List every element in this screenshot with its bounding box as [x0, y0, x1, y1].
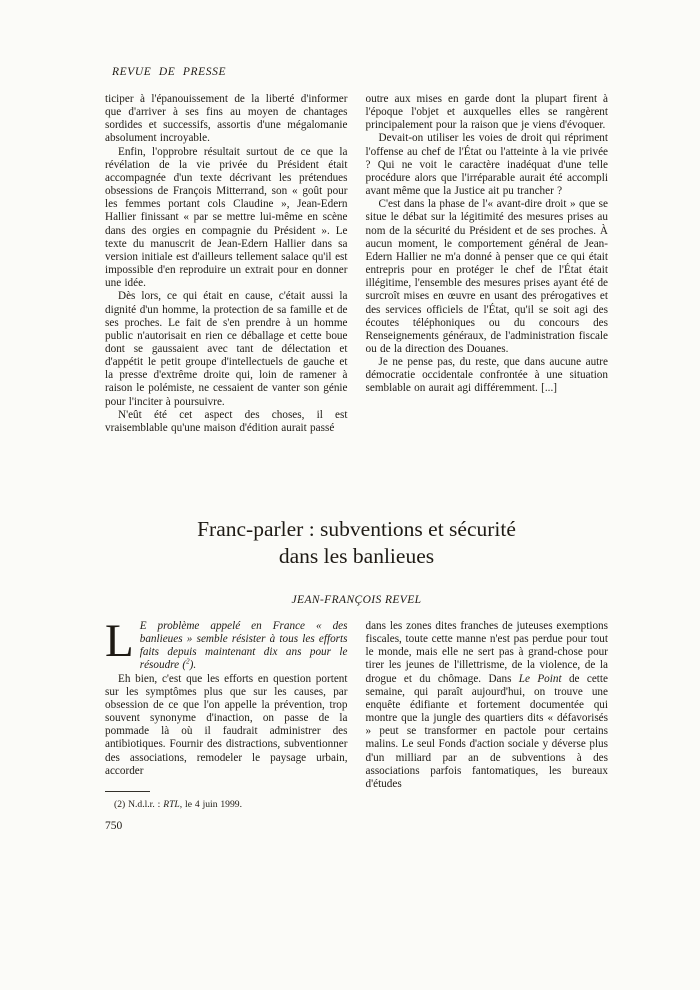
- lead-paragraph: [105, 615, 348, 673]
- paragraph: Eh bien, c'est que les efforts en question portent sur les symptômes plus que sur les causes, par obsession de ce que l'on appelle la prévention, trop souvent synonyme d'inaction, on passe de la pommade là où il faudrait administrer des antibiotiques. Fournir des distractions, subventionner des associations, remodeler le paysage urbain, accorder: [105, 672, 348, 777]
- paragraph: outre aux mises en garde dont la plupart firent à l'époque l'objet et auxquelles elles se rangèrent principalement pour la raison que je viens d'évoquer.: [365, 93, 608, 132]
- paragraph: Enfin, l'opprobre résultait surtout de ce que la révélation de la vie privée du Président était accompagnée d'un texte décrivant les prétendues obsessions de François Mitterrand, son « goût pour les femmes portant cols Claudine », Jean-Edern Hallier finissant « par se mettre lui-même en scène dans des orgies en compagnie du Président ». Le texte du manuscrit de Jean-Edern Hallier dans sa version initiale est d'ailleurs tellement salace qu'il est impossible d'en reproduire un extrait pour en donner une idée.: [105, 145, 348, 290]
- article-title-line1: Franc-parler : subventions et sécurité: [197, 517, 516, 541]
- paragraph: Je ne pense pas, du reste, que dans aucune autre démocratie occidentale confrontée à une situation semblable on aurait agi différemment. [...]: [365, 356, 608, 395]
- paragraph: ticiper à l'épanouissement de la liberté d'informer que d'arriver à ses fins au moyen de chantages sordides et successifs, assortis d'une mégalomanie absolument incroyable.: [105, 93, 348, 145]
- column-left: [105, 93, 348, 435]
- author-byline: JEAN-FRANÇOIS REVEL: [291, 594, 422, 606]
- footnote-reference: 2: [186, 657, 190, 666]
- footnote-text: [105, 799, 348, 811]
- publication-name: Le Point: [518, 672, 562, 685]
- paragraph: C'est dans la phase de l'« avant-dire droit » que se situe le débat sur la légitimité des mesures prises au nom de la sécurité du Président et de ses proches. À aucun moment, le comportement général de Jean-Edern Hallier ne m'a donné à penser que ce qui était entrepris pour en protéger le chef de l'État était illégitime, l'ensemble des mesures prises ayant été de surcroît mises en œuvre en usant des prérogatives et des services officiels de l'État, qu'il se soit agi des écoutes téléphoniques ou du concours des Renseignements généraux, de l'administration fiscale ou de la direction des Douanes.: [365, 198, 608, 355]
- lead-text: E problème appelé en France « des banlieues » semble résister à tous les efforts faits depuis maintenant dix ans pour le résoudre (: [139, 620, 348, 672]
- column-left: [105, 615, 348, 811]
- dropcap: L: [105, 615, 134, 667]
- paragraph: Dès lors, ce qui était en cause, c'était aussi la dignité d'un homme, la protection de sa famille et de ses proches. Le fait de s'en prendre à un homme public n'autorisait en rien ce déballage et cette boue dont se gaussaient avec tant de délectation et d'appétit le petit groupe d'intellectuels de gauche et la presse d'extrême droite qui, loin de ramener à raison le polémiste, ne cessaient de vanter son génie pour l'inciter à poursuivre.: [105, 290, 348, 408]
- paragraph: [366, 620, 609, 791]
- paragraph: N'eût été cet aspect des choses, il est vraisemblable qu'une maison d'édition aurait passé: [105, 408, 348, 434]
- paragraph-text: de cette semaine, qui paraît aujourd'hui, on trouve une enquête édifiante et fortement documentée qui montre que la jungle des quartiers dits « défavorisés » peut se transformer en pactole pour certains malins. Le seul Fonds d'action sociale y déverse plus d'un milliard par an de subventions à des associations parfois fantomatiques, les bureaux d'études: [365, 672, 608, 790]
- running-header: REVUE DE PRESSE: [112, 66, 227, 78]
- article-columns: [105, 615, 608, 811]
- paragraph-text: dans les zones dites franches de juteuses exemptions fiscales, toute cette manne n'est pas perdue pour tout le monde, mais elle ne sert pas à grand-chose pour tirer les jeunes de l'illettrisme, de la violence, de la drogue et du chômage. Dans: [365, 620, 608, 685]
- footnote-text-pre: (2) N.d.l.r. :: [114, 798, 164, 810]
- footnote: [105, 791, 348, 811]
- column-right: [366, 93, 609, 435]
- page-number: 750: [105, 820, 123, 832]
- paragraph: Devait-on utiliser les voies de droit qui répriment l'offense au chef de l'État ou l'atteinte à la vie privée ? Qui ne voit le caractère inadéquat d'une telle procédure alors que l'irréparable aurait été accompli avant même que la Justice ait pu trancher ?: [365, 132, 608, 198]
- article-title: [105, 516, 608, 570]
- press-review-columns: [105, 93, 608, 435]
- article-title-line2: dans les banlieues: [278, 544, 435, 568]
- column-right: [366, 620, 609, 811]
- lead-text-close: ).: [189, 659, 197, 672]
- footnote-text-italic: RTL: [163, 798, 180, 810]
- footnote-rule: [105, 791, 150, 792]
- footnote-text-post: , le 4 juin 1999.: [179, 798, 242, 810]
